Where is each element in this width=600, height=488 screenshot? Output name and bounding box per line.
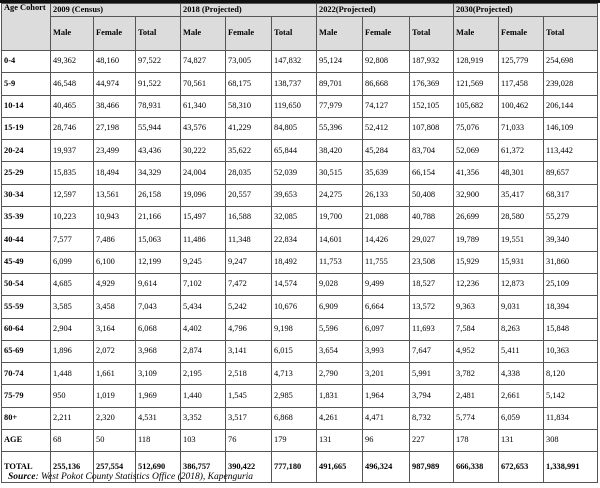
table-cell: 146,109 <box>544 117 598 139</box>
row-label: 15-19 <box>2 117 51 139</box>
table-cell: 71,033 <box>499 117 544 139</box>
table-cell: 1,831 <box>317 385 363 407</box>
table-cell: 19,700 <box>317 207 363 229</box>
row-label: 10-14 <box>2 95 51 117</box>
table-cell: 1,964 <box>363 385 410 407</box>
table-cell: 26,133 <box>363 184 410 206</box>
table-cell: 1,896 <box>51 340 94 362</box>
table-cell: 95,124 <box>317 51 363 73</box>
table-cell: 4,952 <box>454 340 499 362</box>
table-cell: 73,005 <box>226 51 272 73</box>
table-cell: 97,522 <box>136 51 181 73</box>
table-body <box>2 51 598 483</box>
table-cell: 96 <box>363 430 410 452</box>
table-row <box>2 184 598 206</box>
table-row <box>2 273 598 295</box>
table-row <box>2 229 598 251</box>
table-cell: 58,310 <box>226 95 272 117</box>
table-cell: 55,944 <box>136 117 181 139</box>
table-cell: 43,576 <box>181 117 226 139</box>
table-cell: 4,713 <box>272 363 317 385</box>
table-cell: 4,531 <box>136 407 181 429</box>
table-cell: 2,072 <box>94 340 136 362</box>
table-cell: 68 <box>51 430 94 452</box>
table-cell: 666,338 <box>454 452 499 483</box>
table-cell: 7,043 <box>136 296 181 318</box>
table-cell: 987,989 <box>410 452 454 483</box>
table-cell: 45,284 <box>363 140 410 162</box>
table-cell: 4,929 <box>94 273 136 295</box>
table-cell: 41,229 <box>226 117 272 139</box>
table-cell: 52,412 <box>363 117 410 139</box>
table-cell: 83,704 <box>410 140 454 162</box>
table-cell: 91,522 <box>136 73 181 95</box>
table-cell: 1,440 <box>181 385 226 407</box>
table-cell: 7,647 <box>410 340 454 362</box>
table-cell: 4,685 <box>51 273 94 295</box>
table-cell: 2,661 <box>499 385 544 407</box>
table-cell: 18,394 <box>544 296 598 318</box>
age-cohort-header: Age Cohort <box>2 4 51 51</box>
table-cell: 20,557 <box>226 184 272 206</box>
table-cell: 3,164 <box>94 318 136 340</box>
table-cell: 152,105 <box>410 95 454 117</box>
table-cell: 9,245 <box>181 251 226 273</box>
table-cell: 12,873 <box>499 273 544 295</box>
row-label: 5-9 <box>2 73 51 95</box>
table-cell: 131 <box>317 430 363 452</box>
table-cell: 19,937 <box>51 140 94 162</box>
table-cell: 118 <box>136 430 181 452</box>
table-cell: 15,063 <box>136 229 181 251</box>
table-cell: 2,320 <box>94 407 136 429</box>
table-cell: 257,554 <box>94 452 136 483</box>
table-cell: 7,472 <box>226 273 272 295</box>
subheader-male: Male <box>181 17 226 51</box>
table-cell: 6,100 <box>94 251 136 273</box>
table-cell: 2,195 <box>181 363 226 385</box>
table-cell: 125,779 <box>499 51 544 73</box>
table-cell: 26,158 <box>136 184 181 206</box>
table-cell: 128,919 <box>454 51 499 73</box>
table-cell: 9,031 <box>499 296 544 318</box>
table-cell: 15,848 <box>544 318 598 340</box>
table-row <box>2 207 598 229</box>
table-cell: 50,408 <box>410 184 454 206</box>
table-cell: 39,340 <box>544 229 598 251</box>
table-cell: 1,019 <box>94 385 136 407</box>
table-cell: 35,622 <box>226 140 272 162</box>
table-cell: 6,868 <box>272 407 317 429</box>
table-cell: 4,402 <box>181 318 226 340</box>
table-cell: 227 <box>410 430 454 452</box>
table-cell: 75,076 <box>454 117 499 139</box>
table-cell: 52,069 <box>454 140 499 162</box>
table-cell: 11,755 <box>363 251 410 273</box>
row-label: 40-44 <box>2 229 51 251</box>
subheader-female: Female <box>94 17 136 51</box>
table-cell: 27,198 <box>94 117 136 139</box>
row-label: 45-49 <box>2 251 51 273</box>
table-cell: 1,448 <box>51 363 94 385</box>
table-cell: 1,969 <box>136 385 181 407</box>
table-cell: 6,097 <box>363 318 410 340</box>
table-cell: 68,175 <box>226 73 272 95</box>
table-cell: 35,417 <box>499 184 544 206</box>
table-cell: 10,363 <box>544 340 598 362</box>
table-cell: 24,004 <box>181 162 226 184</box>
table-cell: 3,585 <box>51 296 94 318</box>
table-cell: 6,015 <box>272 340 317 362</box>
table-cell: 107,808 <box>410 117 454 139</box>
table-cell: 41,356 <box>454 162 499 184</box>
table-cell: 12,236 <box>454 273 499 295</box>
table-cell: 3,141 <box>226 340 272 362</box>
table-cell: 15,931 <box>499 251 544 273</box>
table-cell: 3,993 <box>363 340 410 362</box>
table-cell: 6,664 <box>363 296 410 318</box>
table-cell: 22,834 <box>272 229 317 251</box>
table-cell: 18,494 <box>94 162 136 184</box>
table-cell: 131 <box>499 430 544 452</box>
table-cell: 15,497 <box>181 207 226 229</box>
table-cell: 672,653 <box>499 452 544 483</box>
row-label: 20-24 <box>2 140 51 162</box>
group-header-2009: 2009 (Census) <box>51 4 181 17</box>
subheader-total: Total <box>136 17 181 51</box>
table-cell: 5,242 <box>226 296 272 318</box>
table-cell: 3,458 <box>94 296 136 318</box>
row-label: 70-74 <box>2 363 51 385</box>
table-row <box>2 385 598 407</box>
table-cell: 206,144 <box>544 95 598 117</box>
table-cell: 28,746 <box>51 117 94 139</box>
table-cell: 121,569 <box>454 73 499 95</box>
table-cell: 105,682 <box>454 95 499 117</box>
table-row <box>2 318 598 340</box>
table-cell: 89,701 <box>317 73 363 95</box>
row-label: 25-29 <box>2 162 51 184</box>
subheader-male: Male <box>454 17 499 51</box>
table-row <box>2 296 598 318</box>
table-cell: 23,508 <box>410 251 454 273</box>
table-cell: 15,929 <box>454 251 499 273</box>
table-cell: 28,580 <box>499 207 544 229</box>
source-label: Source <box>8 472 36 482</box>
table-row <box>2 340 598 362</box>
table-cell: 6,059 <box>499 407 544 429</box>
table-cell: 43,436 <box>136 140 181 162</box>
table-cell: 19,096 <box>181 184 226 206</box>
row-label: 75-79 <box>2 385 51 407</box>
table-cell: 113,442 <box>544 140 598 162</box>
row-label: 80+ <box>2 407 51 429</box>
table-cell: 5,774 <box>454 407 499 429</box>
table-cell: 777,180 <box>272 452 317 483</box>
table-cell: 3,782 <box>454 363 499 385</box>
table-cell: 65,844 <box>272 140 317 162</box>
table-cell: 48,301 <box>499 162 544 184</box>
table-cell: 18,527 <box>410 273 454 295</box>
subheader-total: Total <box>272 17 317 51</box>
row-label: TOTAL <box>2 452 51 483</box>
table-cell: 103 <box>181 430 226 452</box>
table-cell: 179 <box>272 430 317 452</box>
table-cell: 10,943 <box>94 207 136 229</box>
table-cell: 9,614 <box>136 273 181 295</box>
table-cell: 950 <box>51 385 94 407</box>
table-cell: 11,348 <box>226 229 272 251</box>
subheader-male: Male <box>51 17 94 51</box>
table-cell: 13,561 <box>94 184 136 206</box>
table-cell: 86,668 <box>363 73 410 95</box>
table-cell: 10,223 <box>51 207 94 229</box>
table-cell: 32,085 <box>272 207 317 229</box>
table-row <box>2 407 598 429</box>
row-label: 65-69 <box>2 340 51 362</box>
table-cell: 308 <box>544 430 598 452</box>
table-cell: 55,279 <box>544 207 598 229</box>
table-cell: 5,596 <box>317 318 363 340</box>
table-cell: 77,979 <box>317 95 363 117</box>
table-cell: 74,827 <box>181 51 226 73</box>
table-cell: 23,499 <box>94 140 136 162</box>
row-label: 50-54 <box>2 273 51 295</box>
subheader-total: Total <box>544 17 598 51</box>
table-cell: 3,517 <box>226 407 272 429</box>
subheader-total: Total <box>410 17 454 51</box>
table-cell: 9,499 <box>363 273 410 295</box>
table-row <box>2 251 598 273</box>
table-cell: 84,805 <box>272 117 317 139</box>
table-cell: 11,693 <box>410 318 454 340</box>
table-cell: 254,698 <box>544 51 598 73</box>
table-cell: 8,120 <box>544 363 598 385</box>
table-cell: 50 <box>94 430 136 452</box>
table-cell: 119,650 <box>272 95 317 117</box>
table-cell: 38,466 <box>94 95 136 117</box>
table-cell: 5,434 <box>181 296 226 318</box>
table-cell: 11,753 <box>317 251 363 273</box>
table-cell: 9,247 <box>226 251 272 273</box>
table-cell: 39,653 <box>272 184 317 206</box>
table-cell: 2,985 <box>272 385 317 407</box>
table-cell: 7,584 <box>454 318 499 340</box>
table-cell: 239,028 <box>544 73 598 95</box>
table-cell: 100,462 <box>499 95 544 117</box>
table-row <box>2 140 598 162</box>
table-cell: 3,109 <box>136 363 181 385</box>
table-row <box>2 73 598 95</box>
table-cell: 2,790 <box>317 363 363 385</box>
table-cell: 12,199 <box>136 251 181 273</box>
table-cell: 21,166 <box>136 207 181 229</box>
table-cell: 9,363 <box>454 296 499 318</box>
subheader-female: Female <box>363 17 410 51</box>
table-cell: 5,411 <box>499 340 544 362</box>
table-cell: 76 <box>226 430 272 452</box>
table-cell: 512,690 <box>136 452 181 483</box>
table-cell: 4,471 <box>363 407 410 429</box>
table-cell: 61,372 <box>499 140 544 162</box>
table-cell: 92,808 <box>363 51 410 73</box>
table-row <box>2 363 598 385</box>
table-cell: 55,396 <box>317 117 363 139</box>
table-cell: 5,142 <box>544 385 598 407</box>
table-cell: 44,974 <box>94 73 136 95</box>
table-cell: 40,788 <box>410 207 454 229</box>
table-cell: 24,275 <box>317 184 363 206</box>
table-cell: 2,874 <box>181 340 226 362</box>
source-text: : West Pokot County Statistics Office (2018), Kapenguria <box>35 472 254 482</box>
table-cell: 34,329 <box>136 162 181 184</box>
table-cell: 48,160 <box>94 51 136 73</box>
table-cell: 390,422 <box>226 452 272 483</box>
table-cell: 117,458 <box>499 73 544 95</box>
table-cell: 3,201 <box>363 363 410 385</box>
table-cell: 40,465 <box>51 95 94 117</box>
table-cell: 35,639 <box>363 162 410 184</box>
table-cell: 32,900 <box>454 184 499 206</box>
table-cell: 1,661 <box>94 363 136 385</box>
table-cell: 66,154 <box>410 162 454 184</box>
table-cell: 496,324 <box>363 452 410 483</box>
table-cell: 4,338 <box>499 363 544 385</box>
subheader-male: Male <box>317 17 363 51</box>
table-cell: 21,088 <box>363 207 410 229</box>
table-cell: 15,835 <box>51 162 94 184</box>
table-cell: 178 <box>454 430 499 452</box>
table-row <box>2 51 598 73</box>
table-cell: 176,369 <box>410 73 454 95</box>
table-cell: 12,597 <box>51 184 94 206</box>
table-cell: 11,486 <box>181 229 226 251</box>
table-cell: 4,261 <box>317 407 363 429</box>
table-cell: 2,211 <box>51 407 94 429</box>
table-cell: 19,551 <box>499 229 544 251</box>
table-cell: 2,481 <box>454 385 499 407</box>
table-cell: 61,340 <box>181 95 226 117</box>
table-cell: 13,572 <box>410 296 454 318</box>
table-cell: 1,338,991 <box>544 452 598 483</box>
table-cell: 14,601 <box>317 229 363 251</box>
table-cell: 49,362 <box>51 51 94 73</box>
table-cell: 147,832 <box>272 51 317 73</box>
table-cell: 8,732 <box>410 407 454 429</box>
row-label: 30-34 <box>2 184 51 206</box>
table-cell: 25,109 <box>544 273 598 295</box>
row-label: 60-64 <box>2 318 51 340</box>
subheader-female: Female <box>226 17 272 51</box>
table-cell: 30,515 <box>317 162 363 184</box>
table-cell: 3,968 <box>136 340 181 362</box>
table-cell: 31,860 <box>544 251 598 273</box>
table-cell: 255,136 <box>51 452 94 483</box>
table-cell: 7,102 <box>181 273 226 295</box>
table-cell: 2,904 <box>51 318 94 340</box>
table-cell: 5,991 <box>410 363 454 385</box>
table-cell: 9,198 <box>272 318 317 340</box>
table-row <box>2 95 598 117</box>
table-cell: 491,665 <box>317 452 363 483</box>
table-cell: 7,577 <box>51 229 94 251</box>
table-cell: 3,654 <box>317 340 363 362</box>
table-cell: 386,757 <box>181 452 226 483</box>
table-cell: 14,426 <box>363 229 410 251</box>
table-cell: 1,545 <box>226 385 272 407</box>
table-cell: 6,068 <box>136 318 181 340</box>
group-header-2030: 2030(Projected) <box>454 4 598 17</box>
table-cell: 6,099 <box>51 251 94 273</box>
row-label: 0-4 <box>2 51 51 73</box>
table-cell: 78,931 <box>136 95 181 117</box>
table-cell: 16,588 <box>226 207 272 229</box>
table-cell: 74,127 <box>363 95 410 117</box>
table-cell: 89,657 <box>544 162 598 184</box>
table-cell: 38,420 <box>317 140 363 162</box>
table-cell: 29,027 <box>410 229 454 251</box>
row-label: AGE <box>2 430 51 452</box>
table-cell: 4,796 <box>226 318 272 340</box>
table-cell: 8,263 <box>499 318 544 340</box>
table-cell: 14,574 <box>272 273 317 295</box>
population-projection-table <box>1 3 598 483</box>
table-cell: 46,548 <box>51 73 94 95</box>
table-cell: 6,909 <box>317 296 363 318</box>
table-cell: 138,737 <box>272 73 317 95</box>
table-cell: 3,352 <box>181 407 226 429</box>
table-cell: 187,932 <box>410 51 454 73</box>
table-row <box>2 430 598 452</box>
row-label: 55-59 <box>2 296 51 318</box>
subheader-female: Female <box>499 17 544 51</box>
source-note <box>8 472 253 482</box>
table-cell: 26,699 <box>454 207 499 229</box>
row-label: 35-39 <box>2 207 51 229</box>
table-row <box>2 117 598 139</box>
table-cell: 30,222 <box>181 140 226 162</box>
table-cell: 68,317 <box>544 184 598 206</box>
group-header-2018: 2018 (Projected) <box>181 4 317 17</box>
table-cell: 28,035 <box>226 162 272 184</box>
table-cell: 11,834 <box>544 407 598 429</box>
table-cell: 2,518 <box>226 363 272 385</box>
group-header-2022: 2022(Projected) <box>317 4 454 17</box>
table-cell: 19,789 <box>454 229 499 251</box>
table-cell: 10,676 <box>272 296 317 318</box>
table-cell: 9,028 <box>317 273 363 295</box>
table-cell: 52,039 <box>272 162 317 184</box>
table-cell: 3,794 <box>410 385 454 407</box>
table-cell: 70,561 <box>181 73 226 95</box>
table-cell: 18,492 <box>272 251 317 273</box>
table-cell: 7,486 <box>94 229 136 251</box>
table-row <box>2 162 598 184</box>
